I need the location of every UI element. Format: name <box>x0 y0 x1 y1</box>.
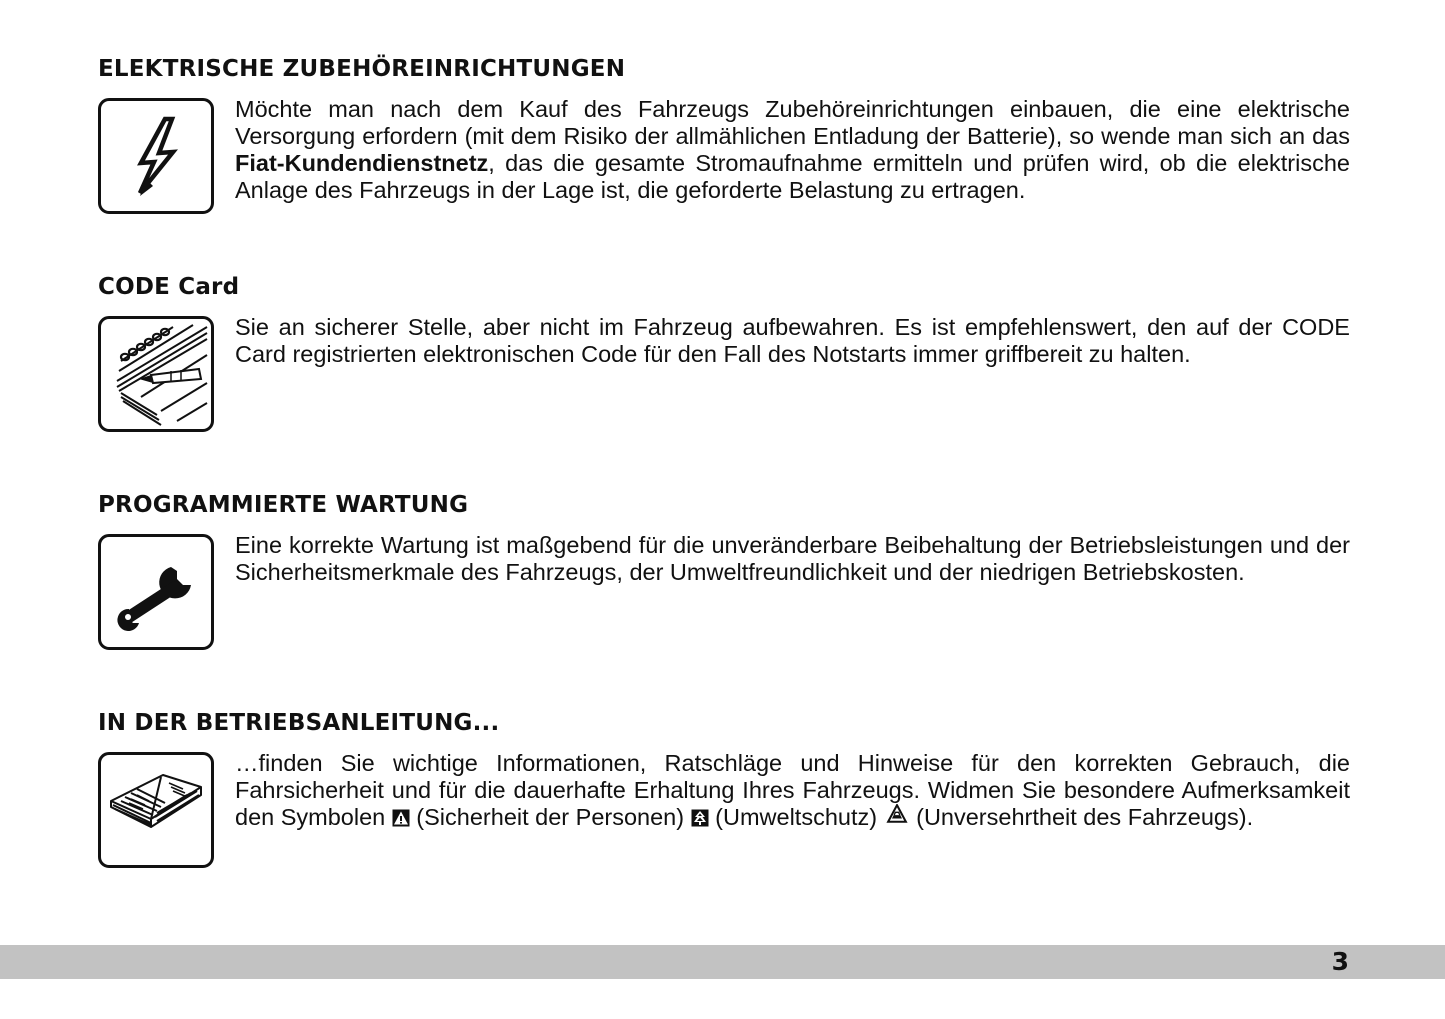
environment-icon <box>691 809 709 827</box>
service-network-name: Fiat-Kundendienstnetz <box>235 150 489 176</box>
section-body: Eine korrekte Wartung ist maßgebend für die unveränderbare Beibehaltung der Betriebsleistungen und der Sicherheitsmerkmale des Fahrzeugs, der Umweltfreundlichkeit und der niedrigen Betriebskosten. <box>235 532 1350 585</box>
personal-safety-icon <box>392 809 410 827</box>
footer-bar <box>0 945 1445 979</box>
section-body: Sie an sicherer Stelle, aber nicht im Fahrzeug aufbewahren. Es ist empfehlenswert, den auf der CODE Card registrierten elektronischen Code für den Fall des Notstarts immer griffbereit zu halten. <box>235 314 1350 367</box>
section-body: …finden Sie wichtige Informationen, Ratschläge und Hinweise für den korrekten Gebrauch, die Fahrsicherheit und für die dauerhafte Erhaltung Ihres Fahrzeugs. Widmen Sie besondere Aufmerksamkeit den Symbolen (Sicherheit der Personen) (Umweltschutz) (Unversehrtheit des Fahrzeugs). <box>235 750 1350 830</box>
open-book-icon <box>98 752 214 868</box>
section-title: PROGRAMMIERTE WARTUNG <box>98 492 469 518</box>
section-body: Möchte man nach dem Kauf des Fahrzeugs Zubehöreinrichtungen einbauen, die eine elektrische Versorgung erfordern (mit dem Risiko der allmählichen Entladung der Batterie), so wende man sich an das Fiat-Kundendienstnetz, das die gesamte Stromaufnahme ermitteln und prüfen wird, ob die elektrische Anlage des Fahrzeugs in der Lage ist, die geforderte Belastung zu ertragen. <box>235 96 1350 203</box>
section-title: IN DER BETRIEBSANLEITUNG... <box>98 710 500 736</box>
notebook-pencil-icon <box>98 316 214 432</box>
vehicle-integrity-icon <box>884 804 910 824</box>
section-title: CODE Card <box>98 274 240 300</box>
section-title: ELEKTRISCHE ZUBEHÖREINRICHTUNGEN <box>98 56 626 82</box>
wrench-icon <box>98 534 214 650</box>
page-number: 3 <box>1331 947 1349 976</box>
lightning-bolt-icon <box>98 98 214 214</box>
